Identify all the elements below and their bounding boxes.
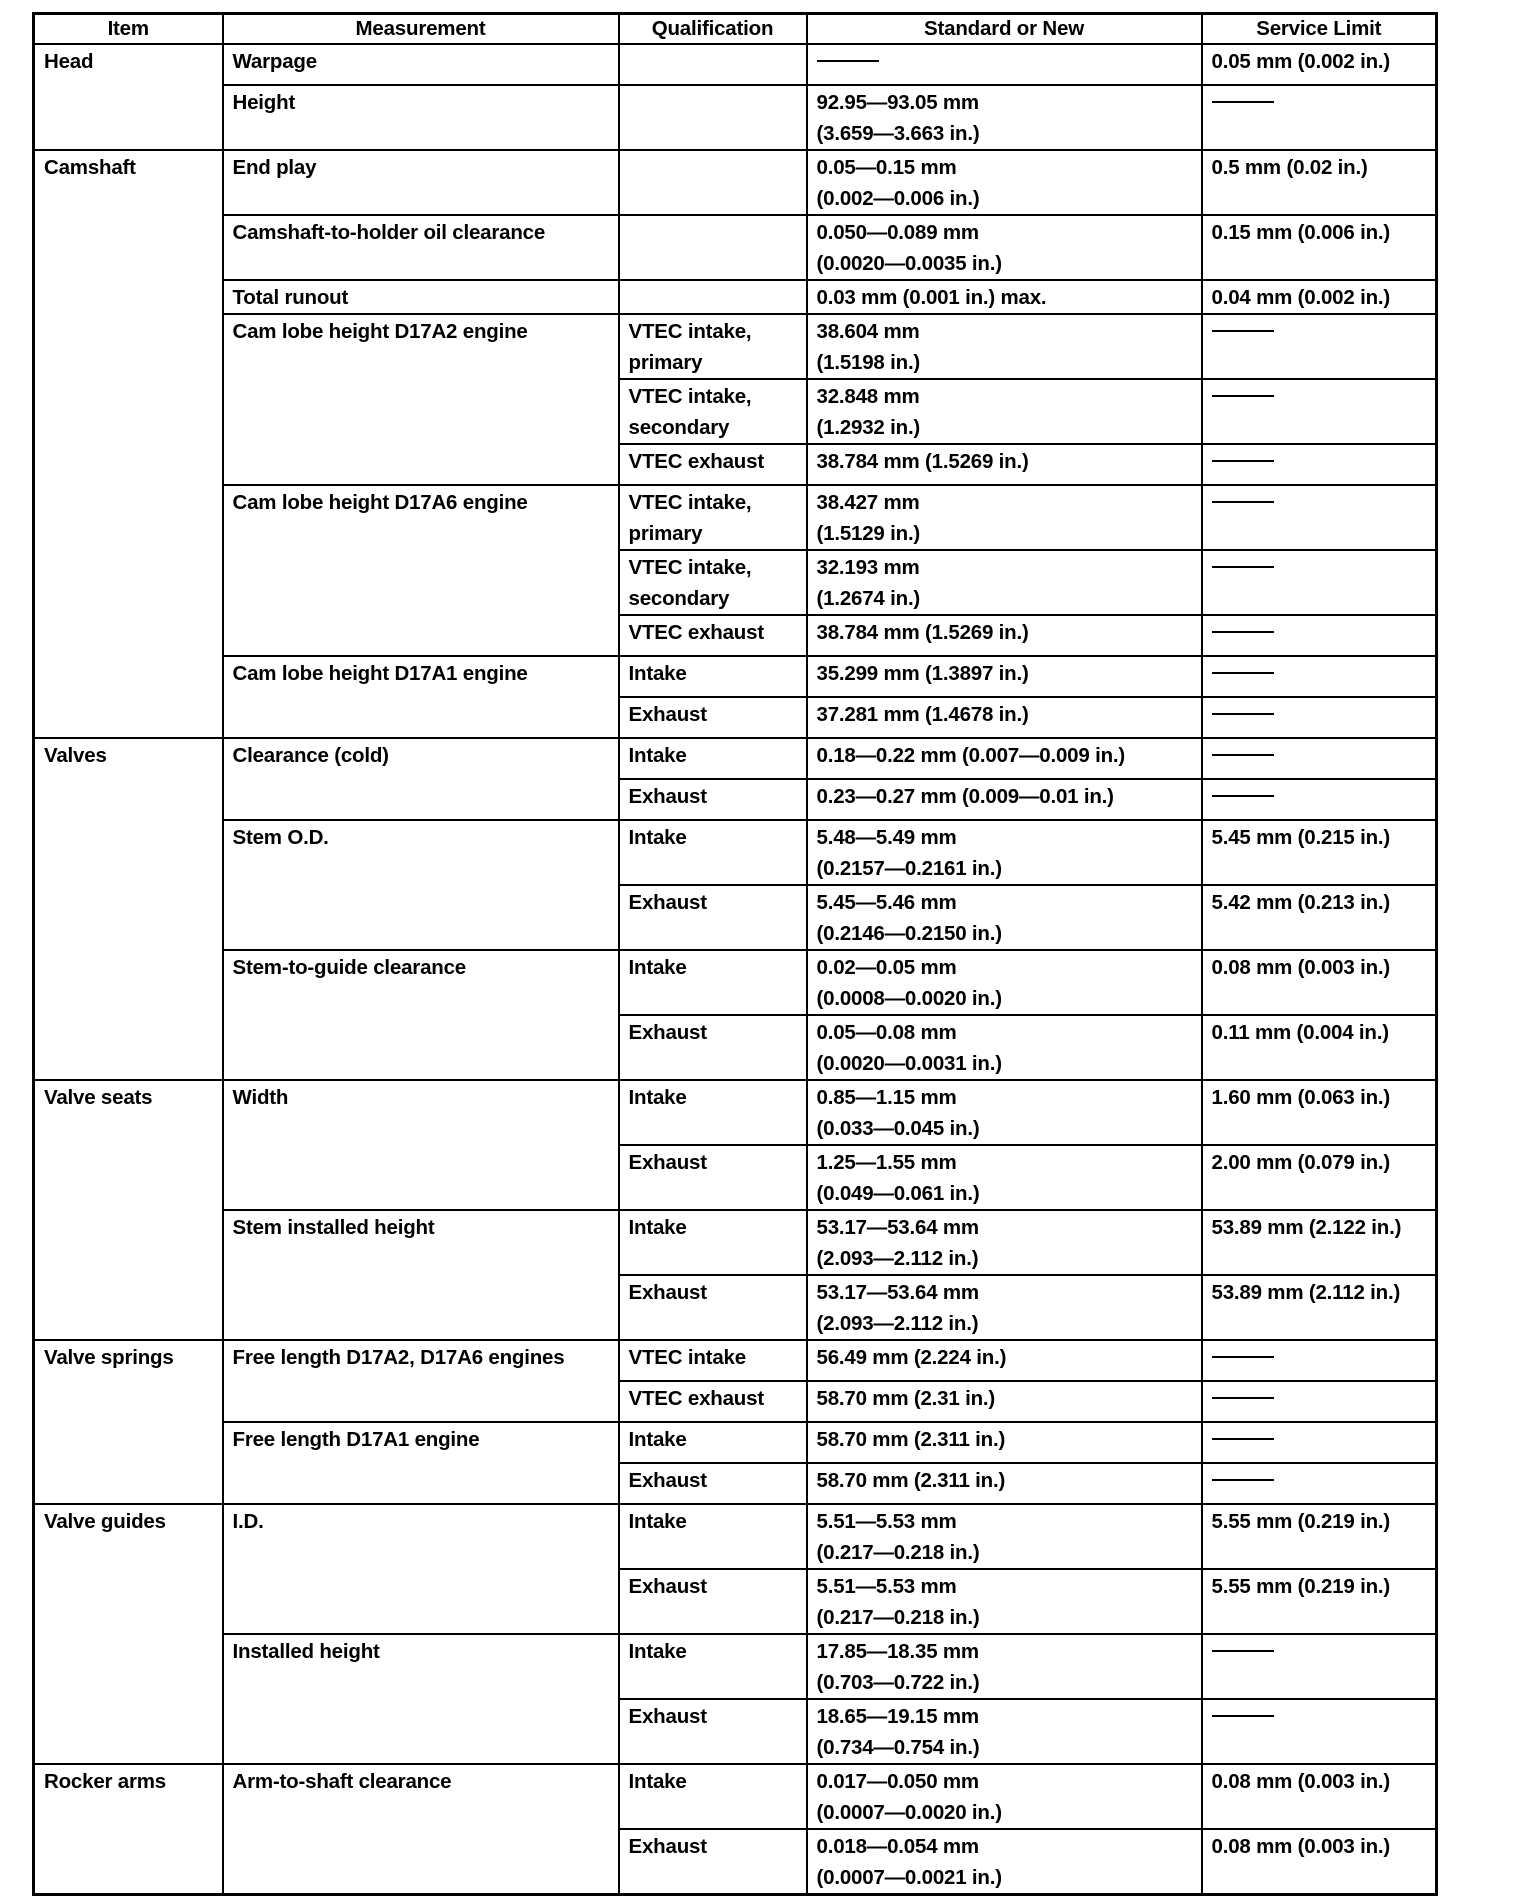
table-row <box>34 485 1437 550</box>
standard-cell: 35.299 mm (1.3897 in.) <box>807 656 1202 697</box>
standard-cell: 5.51—5.53 mm (0.217—0.218 in.) <box>807 1504 1202 1569</box>
standard-cell <box>807 44 1202 85</box>
standard-cell: 0.017—0.050 mm (0.0007—0.0020 in.) <box>807 1764 1202 1829</box>
measurement-cell: Width <box>223 1080 619 1210</box>
qualification-cell: VTEC intake, primary <box>619 485 807 550</box>
qualification-cell: Exhaust <box>619 1463 807 1504</box>
service-limit-cell <box>1202 444 1437 485</box>
standard-cell: 37.281 mm (1.4678 in.) <box>807 697 1202 738</box>
qualification-cell: Exhaust <box>619 1145 807 1210</box>
header-measurement: Measurement <box>223 14 619 45</box>
dash-mark <box>1212 1650 1274 1652</box>
table-row <box>34 820 1437 885</box>
table-row <box>34 44 1437 85</box>
standard-cell: 0.05—0.08 mm (0.0020—0.0031 in.) <box>807 1015 1202 1080</box>
qualification-cell: VTEC intake, secondary <box>619 550 807 615</box>
item-cell: Valve springs <box>34 1340 223 1504</box>
service-limit-cell <box>1202 1463 1437 1504</box>
measurement-cell: Cam lobe height D17A1 engine <box>223 656 619 738</box>
qualification-cell: Intake <box>619 1504 807 1569</box>
dash-mark <box>1212 713 1274 715</box>
table-row <box>34 1422 1437 1463</box>
standard-cell: 38.604 mm (1.5198 in.) <box>807 314 1202 379</box>
qualification-cell: Exhaust <box>619 1275 807 1340</box>
header-item: Item <box>34 14 223 45</box>
item-cell: Rocker arms <box>34 1764 223 1895</box>
standard-cell: 0.23—0.27 mm (0.009—0.01 in.) <box>807 779 1202 820</box>
table-row <box>34 85 1437 150</box>
standard-cell: 38.784 mm (1.5269 in.) <box>807 444 1202 485</box>
dash-mark <box>1212 1356 1274 1358</box>
qualification-cell: Exhaust <box>619 1015 807 1080</box>
service-limit-cell <box>1202 1699 1437 1764</box>
table-row <box>34 1634 1437 1699</box>
service-limit-cell <box>1202 1634 1437 1699</box>
item-cell: Valve guides <box>34 1504 223 1764</box>
dash-mark <box>1212 754 1274 756</box>
standard-cell: 0.018—0.054 mm (0.0007—0.0021 in.) <box>807 1829 1202 1895</box>
qualification-cell: Exhaust <box>619 779 807 820</box>
service-limit-cell: 5.42 mm (0.213 in.) <box>1202 885 1437 950</box>
measurement-cell: End play <box>223 150 619 215</box>
dash-mark <box>1212 631 1274 633</box>
standard-cell: 58.70 mm (2.311 in.) <box>807 1422 1202 1463</box>
standard-cell: 32.193 mm (1.2674 in.) <box>807 550 1202 615</box>
measurement-cell: Arm-to-shaft clearance <box>223 1764 619 1895</box>
dash-mark <box>1212 101 1274 103</box>
qualification-cell <box>619 44 807 85</box>
standard-cell: 38.784 mm (1.5269 in.) <box>807 615 1202 656</box>
service-limit-cell <box>1202 779 1437 820</box>
standard-cell: 0.18—0.22 mm (0.007—0.009 in.) <box>807 738 1202 779</box>
standard-cell: 53.17—53.64 mm (2.093—2.112 in.) <box>807 1210 1202 1275</box>
service-limit-cell: 0.04 mm (0.002 in.) <box>1202 280 1437 314</box>
standard-cell: 0.85—1.15 mm (0.033—0.045 in.) <box>807 1080 1202 1145</box>
dash-mark <box>1212 1479 1274 1481</box>
service-limit-cell: 0.05 mm (0.002 in.) <box>1202 44 1437 85</box>
dash-mark <box>817 60 879 62</box>
table-row <box>34 1080 1437 1145</box>
table-row <box>34 1764 1437 1829</box>
standard-cell: 0.03 mm (0.001 in.) max. <box>807 280 1202 314</box>
table-row <box>34 215 1437 280</box>
measurement-cell: Free length D17A1 engine <box>223 1422 619 1504</box>
dash-mark <box>1212 1715 1274 1717</box>
measurement-cell: Total runout <box>223 280 619 314</box>
service-limit-cell <box>1202 379 1437 444</box>
measurement-cell: Stem O.D. <box>223 820 619 950</box>
item-cell: Valve seats <box>34 1080 223 1340</box>
spec-table <box>32 12 1438 1896</box>
standard-cell: 58.70 mm (2.31 in.) <box>807 1381 1202 1422</box>
table-row <box>34 314 1437 379</box>
header-qualification: Qualification <box>619 14 807 45</box>
qualification-cell: Exhaust <box>619 885 807 950</box>
qualification-cell: Exhaust <box>619 697 807 738</box>
qualification-cell <box>619 280 807 314</box>
service-limit-cell: 0.08 mm (0.003 in.) <box>1202 1764 1437 1829</box>
service-limit-cell <box>1202 85 1437 150</box>
qualification-cell <box>619 85 807 150</box>
measurement-cell: Camshaft-to-holder oil clearance <box>223 215 619 280</box>
standard-cell: 1.25—1.55 mm (0.049—0.061 in.) <box>807 1145 1202 1210</box>
service-limit-cell <box>1202 550 1437 615</box>
qualification-cell: VTEC intake, secondary <box>619 379 807 444</box>
service-limit-cell: 0.15 mm (0.006 in.) <box>1202 215 1437 280</box>
qualification-cell: Intake <box>619 738 807 779</box>
measurement-cell: Warpage <box>223 44 619 85</box>
qualification-cell: VTEC intake, primary <box>619 314 807 379</box>
service-limit-cell <box>1202 1340 1437 1381</box>
standard-cell: 92.95—93.05 mm (3.659—3.663 in.) <box>807 85 1202 150</box>
measurement-cell: Stem-to-guide clearance <box>223 950 619 1080</box>
standard-cell: 38.427 mm (1.5129 in.) <box>807 485 1202 550</box>
standard-cell: 18.65—19.15 mm (0.734—0.754 in.) <box>807 1699 1202 1764</box>
item-cell: Camshaft <box>34 150 223 738</box>
table-row <box>34 1210 1437 1275</box>
header-row <box>34 14 1437 45</box>
dash-mark <box>1212 501 1274 503</box>
standard-cell: 53.17—53.64 mm (2.093—2.112 in.) <box>807 1275 1202 1340</box>
service-limit-cell: 53.89 mm (2.112 in.) <box>1202 1275 1437 1340</box>
table-row <box>34 1340 1437 1381</box>
measurement-cell: Installed height <box>223 1634 619 1764</box>
service-limit-cell: 0.11 mm (0.004 in.) <box>1202 1015 1437 1080</box>
service-limit-cell <box>1202 1422 1437 1463</box>
standard-cell: 0.050—0.089 mm (0.0020—0.0035 in.) <box>807 215 1202 280</box>
measurement-cell: Clearance (cold) <box>223 738 619 820</box>
service-limit-cell: 53.89 mm (2.122 in.) <box>1202 1210 1437 1275</box>
service-limit-cell <box>1202 697 1437 738</box>
qualification-cell: Intake <box>619 656 807 697</box>
table-row <box>34 656 1437 697</box>
measurement-cell: Free length D17A2, D17A6 engines <box>223 1340 619 1422</box>
service-limit-cell: 1.60 mm (0.063 in.) <box>1202 1080 1437 1145</box>
dash-mark <box>1212 1397 1274 1399</box>
service-limit-cell <box>1202 314 1437 379</box>
dash-mark <box>1212 395 1274 397</box>
measurement-cell: Height <box>223 85 619 150</box>
standard-cell: 58.70 mm (2.311 in.) <box>807 1463 1202 1504</box>
qualification-cell: VTEC exhaust <box>619 615 807 656</box>
qualification-cell: VTEC exhaust <box>619 1381 807 1422</box>
service-limit-cell <box>1202 656 1437 697</box>
qualification-cell: Exhaust <box>619 1829 807 1895</box>
service-limit-cell: 5.45 mm (0.215 in.) <box>1202 820 1437 885</box>
measurement-cell: I.D. <box>223 1504 619 1634</box>
dash-mark <box>1212 1438 1274 1440</box>
standard-cell: 17.85—18.35 mm (0.703—0.722 in.) <box>807 1634 1202 1699</box>
service-limit-cell: 2.00 mm (0.079 in.) <box>1202 1145 1437 1210</box>
service-limit-cell: 5.55 mm (0.219 in.) <box>1202 1569 1437 1634</box>
service-limit-cell: 0.08 mm (0.003 in.) <box>1202 950 1437 1015</box>
service-limit-cell: 0.08 mm (0.003 in.) <box>1202 1829 1437 1895</box>
header-standard: Standard or New <box>807 14 1202 45</box>
table-header <box>34 14 1437 45</box>
table-row <box>34 280 1437 314</box>
qualification-cell: Exhaust <box>619 1699 807 1764</box>
standard-cell: 32.848 mm (1.2932 in.) <box>807 379 1202 444</box>
measurement-cell: Cam lobe height D17A2 engine <box>223 314 619 485</box>
qualification-cell: Intake <box>619 1422 807 1463</box>
standard-cell: 0.05—0.15 mm (0.002—0.006 in.) <box>807 150 1202 215</box>
table-row <box>34 950 1437 1015</box>
standard-cell: 0.02—0.05 mm (0.0008—0.0020 in.) <box>807 950 1202 1015</box>
dash-mark <box>1212 795 1274 797</box>
standard-cell: 5.51—5.53 mm (0.217—0.218 in.) <box>807 1569 1202 1634</box>
qualification-cell <box>619 150 807 215</box>
standard-cell: 5.45—5.46 mm (0.2146—0.2150 in.) <box>807 885 1202 950</box>
table-row <box>34 738 1437 779</box>
qualification-cell: Intake <box>619 820 807 885</box>
item-cell: Head <box>34 44 223 150</box>
qualification-cell: Intake <box>619 1764 807 1829</box>
service-limit-cell <box>1202 1381 1437 1422</box>
service-limit-cell: 5.55 mm (0.219 in.) <box>1202 1504 1437 1569</box>
qualification-cell <box>619 215 807 280</box>
qualification-cell: Intake <box>619 1080 807 1145</box>
header-service-limit: Service Limit <box>1202 14 1437 45</box>
service-limit-cell <box>1202 485 1437 550</box>
table-body <box>34 44 1437 1895</box>
table-row <box>34 1504 1437 1569</box>
qualification-cell: Intake <box>619 950 807 1015</box>
qualification-cell: Exhaust <box>619 1569 807 1634</box>
service-limit-cell: 0.5 mm (0.02 in.) <box>1202 150 1437 215</box>
dash-mark <box>1212 566 1274 568</box>
dash-mark <box>1212 460 1274 462</box>
standard-cell: 5.48—5.49 mm (0.2157—0.2161 in.) <box>807 820 1202 885</box>
service-limit-cell <box>1202 738 1437 779</box>
qualification-cell: VTEC intake <box>619 1340 807 1381</box>
qualification-cell: Intake <box>619 1634 807 1699</box>
measurement-cell: Cam lobe height D17A6 engine <box>223 485 619 656</box>
measurement-cell: Stem installed height <box>223 1210 619 1340</box>
item-cell: Valves <box>34 738 223 1080</box>
table-row <box>34 150 1437 215</box>
dash-mark <box>1212 330 1274 332</box>
dash-mark <box>1212 672 1274 674</box>
qualification-cell: VTEC exhaust <box>619 444 807 485</box>
qualification-cell: Intake <box>619 1210 807 1275</box>
service-limit-cell <box>1202 615 1437 656</box>
standard-cell: 56.49 mm (2.224 in.) <box>807 1340 1202 1381</box>
